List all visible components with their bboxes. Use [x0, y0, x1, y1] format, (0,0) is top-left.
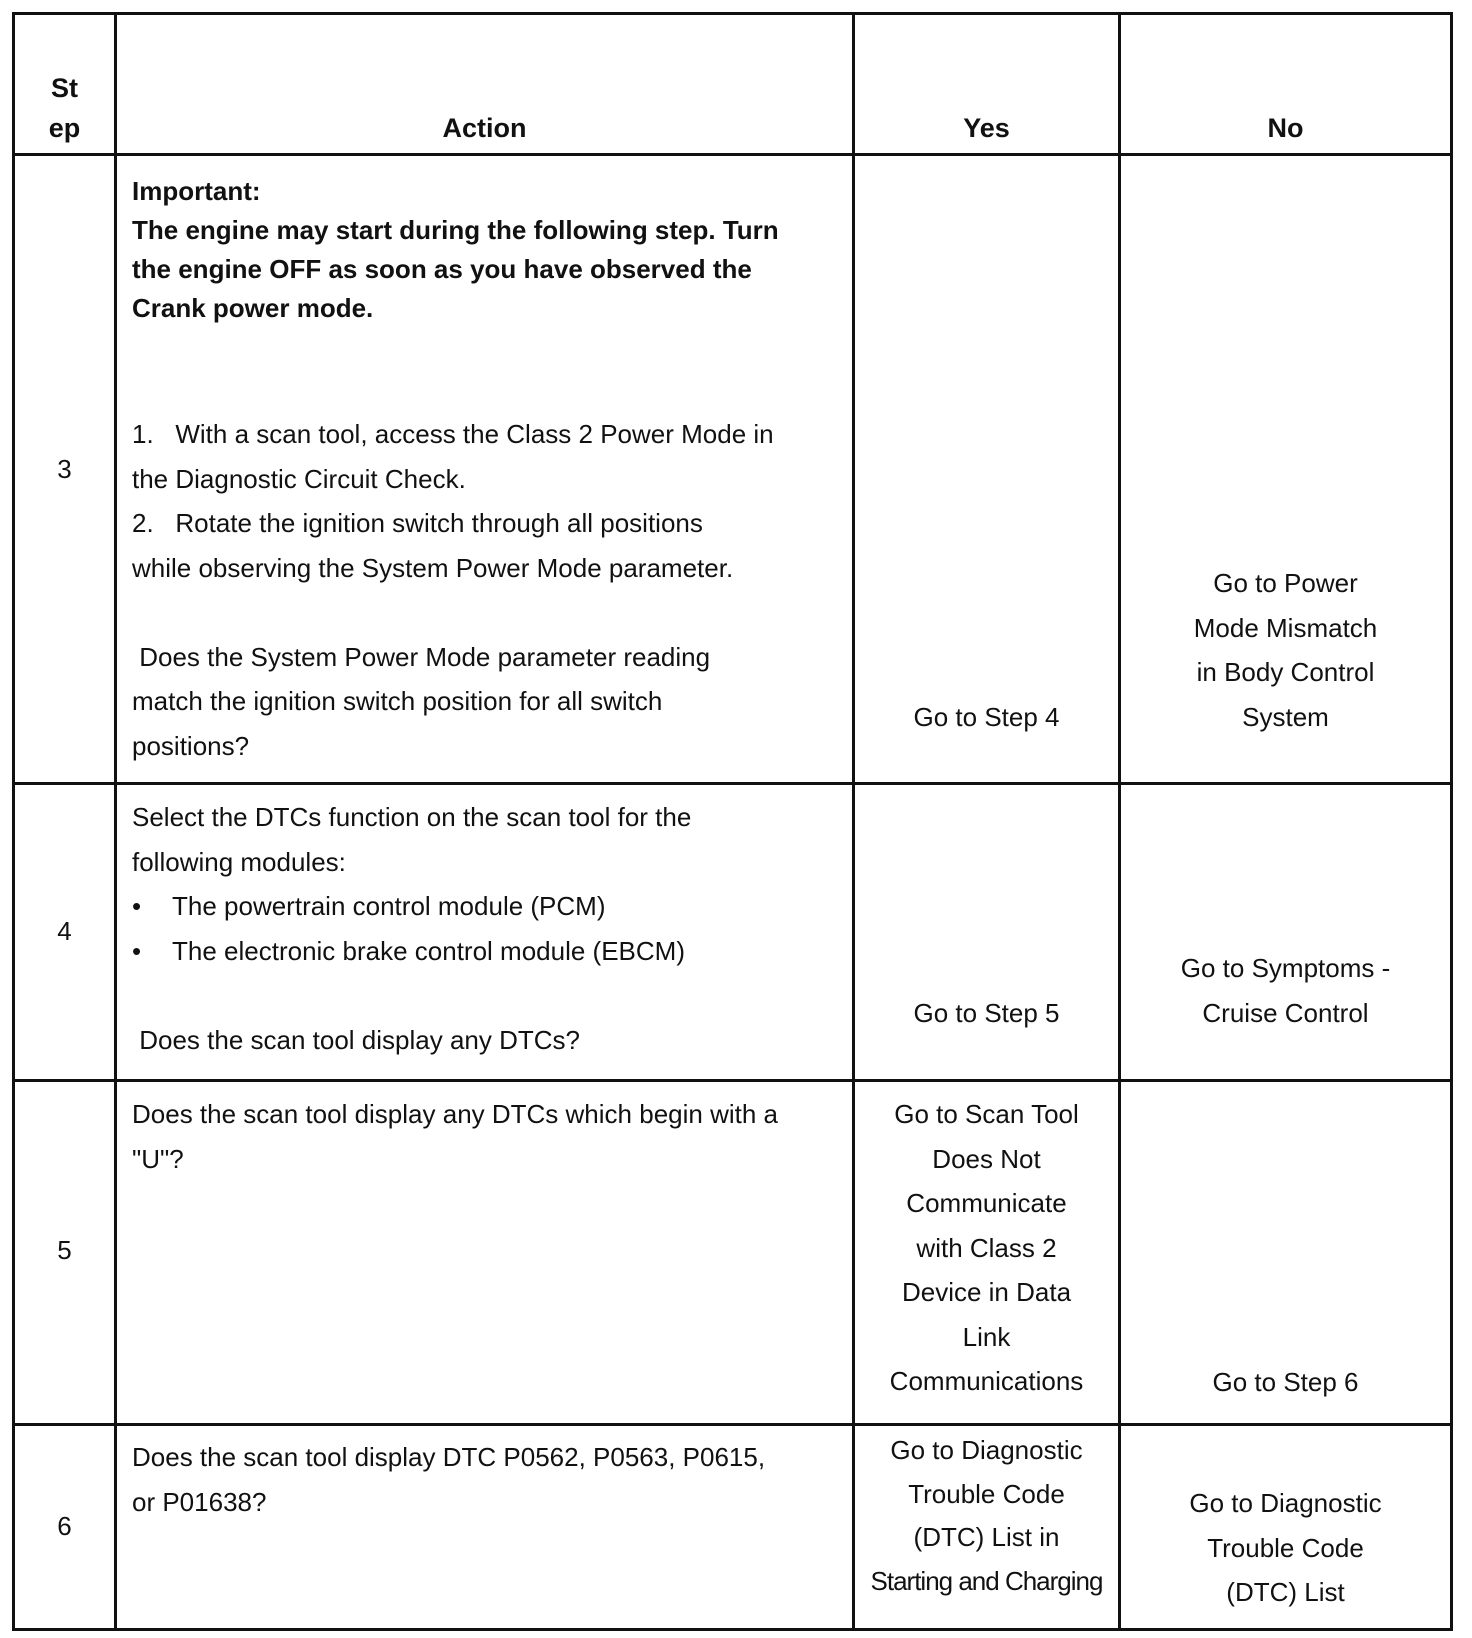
- header-yes: Yes: [963, 113, 1010, 143]
- action-cell: [132, 795, 847, 1062]
- bullet-symbol: •: [132, 891, 142, 921]
- bullet-text: The powertrain control module (PCM): [172, 891, 606, 921]
- no-text: Cruise Control: [1202, 997, 1369, 1028]
- action-cell: [132, 1092, 847, 1181]
- row-divider: [15, 1423, 1450, 1426]
- question-text: positions?: [132, 730, 250, 761]
- yes-text: (DTC) List in: [913, 1522, 1060, 1552]
- yes-text: Device in Data: [901, 1277, 1072, 1307]
- yes-text: Communications: [889, 1366, 1084, 1396]
- step-number: 5: [57, 1235, 72, 1265]
- important-text: The engine may start during the following step. Turn: [132, 215, 779, 245]
- action-text: Does the scan tool display DTC P0562, P0563, P0615,: [132, 1442, 766, 1472]
- action-text: Select the DTCs function on the scan tool for the: [132, 802, 692, 832]
- no-text: in Body Control: [1196, 657, 1375, 687]
- yes-cell: [855, 695, 1118, 740]
- no-cell: [1121, 1481, 1450, 1615]
- bullet-item: [132, 929, 847, 974]
- action-text: 2. Rotate the ignition switch through all positions: [132, 508, 703, 538]
- no-text: Go to Power: [1213, 568, 1358, 598]
- question-text: Does the System Power Mode parameter reading: [132, 641, 711, 672]
- diagnostic-table: [12, 12, 1453, 1631]
- action-text: following modules:: [132, 846, 346, 877]
- yes-cell: [855, 1429, 1118, 1603]
- yes-text: Go to Scan Tool: [894, 1099, 1079, 1129]
- yes-text: Communicate: [906, 1188, 1067, 1218]
- step-number: 6: [57, 1511, 72, 1541]
- action-text: 1. With a scan tool, access the Class 2 Power Mode in: [132, 419, 774, 449]
- step-number: 4: [57, 916, 72, 946]
- column-divider: [114, 15, 117, 1628]
- yes-text: with Class 2: [916, 1232, 1057, 1263]
- no-text: Mode Mismatch: [1193, 612, 1378, 643]
- yes-text: Go to Step 5: [913, 998, 1060, 1028]
- no-text: System: [1242, 701, 1329, 732]
- header-step-line1: St: [51, 73, 78, 103]
- yes-cell: [855, 991, 1118, 1036]
- no-cell: [1121, 946, 1450, 1035]
- action-text: Does the scan tool display any DTCs which begin with a: [132, 1099, 778, 1129]
- no-text: Trouble Code: [1207, 1532, 1364, 1563]
- yes-text: Go to Step 4: [913, 702, 1060, 732]
- action-steps: [132, 412, 847, 768]
- yes-text: Does Not: [932, 1143, 1041, 1174]
- yes-text: Go to Diagnostic: [890, 1435, 1083, 1465]
- no-text: Go to Diagnostic: [1189, 1488, 1382, 1518]
- action-text: the Diagnostic Circuit Check.: [132, 463, 466, 494]
- important-label: Important:: [132, 176, 261, 206]
- yes-text: Starting and Charging: [870, 1565, 1103, 1596]
- important-text: the engine OFF as soon as you have observed the: [132, 254, 752, 284]
- row-divider: [15, 1079, 1450, 1082]
- header-no: No: [1267, 113, 1304, 143]
- row-divider: [15, 153, 1450, 156]
- yes-text: Link: [962, 1321, 1011, 1352]
- no-cell: [1121, 1360, 1450, 1405]
- question-text: Does the scan tool display any DTCs?: [132, 1024, 580, 1055]
- action-text: "U"?: [132, 1143, 184, 1174]
- action-text: or P01638?: [132, 1486, 267, 1517]
- question-text: match the ignition switch position for all switch: [132, 686, 663, 716]
- action-text: while observing the System Power Mode parameter.: [132, 552, 734, 583]
- bullet-text: The electronic brake control module (EBCM): [172, 935, 685, 966]
- no-cell: [1121, 561, 1450, 739]
- yes-text: Trouble Code: [908, 1478, 1065, 1509]
- row-divider: [15, 782, 1450, 785]
- important-text: Crank power mode.: [132, 293, 374, 323]
- no-text: (DTC) List: [1226, 1577, 1345, 1607]
- header-step: [15, 68, 114, 148]
- header-action: Action: [442, 113, 527, 143]
- bullet-item: [132, 884, 847, 929]
- no-text: Go to Symptoms -: [1180, 953, 1391, 983]
- yes-cell: [855, 1092, 1118, 1404]
- bullet-symbol: •: [132, 935, 142, 966]
- step-number: 3: [57, 454, 72, 484]
- no-text: Go to Step 6: [1212, 1367, 1359, 1397]
- header-step-line2: ep: [48, 113, 81, 143]
- action-cell: [132, 1435, 847, 1524]
- action-cell: [132, 172, 847, 328]
